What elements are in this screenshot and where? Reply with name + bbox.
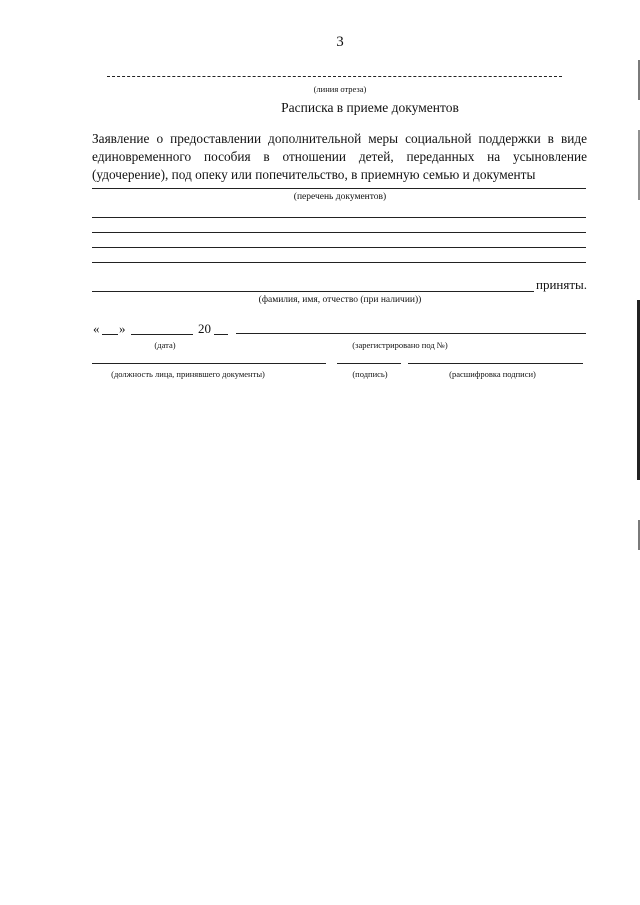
- fio-line: [92, 291, 534, 292]
- registered-line: [236, 333, 586, 334]
- fio-label: (фамилия, имя, отчество (при наличии)): [258, 295, 422, 305]
- date-year-prefix: 20: [198, 321, 211, 336]
- date-day-line: [102, 334, 118, 335]
- documents-line-4: [92, 247, 586, 248]
- accepted-word: приняты.: [536, 277, 588, 292]
- documents-line-1: [92, 188, 586, 189]
- documents-line-5: [92, 262, 586, 263]
- position-label: (должность лица, принявшего документы): [111, 369, 265, 379]
- date-year-line: [214, 334, 228, 335]
- date-close-quote: »: [119, 321, 126, 336]
- registered-label: (зарегистрировано под №): [352, 340, 448, 350]
- cut-line-label: (линия отреза): [313, 84, 367, 94]
- position-line: [92, 363, 326, 364]
- documents-list-label: (перечень документов): [293, 192, 387, 202]
- cut-line: [107, 76, 562, 77]
- documents-line-2: [92, 217, 586, 218]
- date-open-quote: «: [93, 321, 100, 336]
- statement-text: Заявление о предоставлении дополнительной меры социальной поддержки в виде единовременного пособия в отношении детей, переданных на усыновление (удочерение), под опеку или попечительство, в приемную семью и документы: [92, 131, 587, 182]
- page-number: 3: [336, 34, 344, 50]
- signature-decoding-line: [408, 363, 583, 364]
- documents-line-3: [92, 232, 586, 233]
- date-label: (дата): [154, 340, 176, 350]
- signature-decoding-label: (расшифровка подписи): [449, 369, 536, 379]
- signature-line: [337, 363, 401, 364]
- document-title: Расписка в приеме документов: [281, 100, 459, 115]
- signature-label: (подпись): [352, 369, 388, 379]
- date-month-line: [131, 334, 193, 335]
